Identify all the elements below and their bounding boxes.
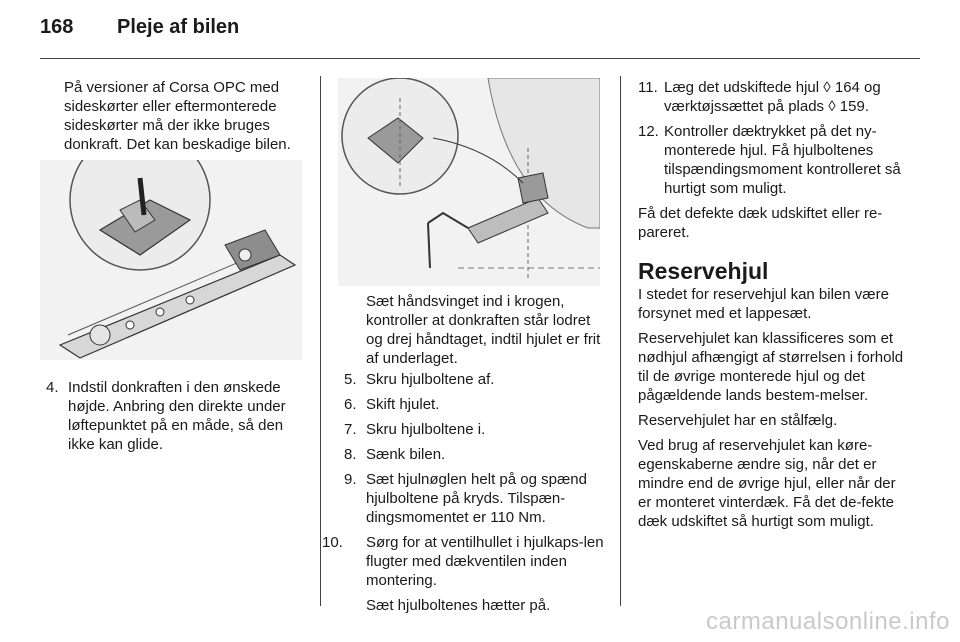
list-item	[344, 420, 606, 439]
list-item	[344, 445, 606, 464]
list-item	[638, 122, 906, 198]
step-number: 8.	[344, 446, 357, 463]
step-text: Sæt hjulnøglen helt på og spænd hjulboltene på kryds. Tilspæn-dingsmomentet er 110 Nm.	[366, 471, 587, 526]
page-number: 168	[40, 16, 74, 38]
step-number: 7.	[344, 421, 357, 438]
body-paragraph: I stedet for reservehjul kan bilen være forsynet med et lappesæt.	[638, 286, 889, 322]
list-item	[344, 470, 606, 527]
crank-instruction: Sæt håndsvinget ind i krogen, kontroller at donkraften står lodret og drej håndtaget, indtil hjulet er frit af underlaget.	[366, 293, 601, 367]
crank-drawing-icon	[338, 78, 600, 286]
step-text: Indstil donkraften i den ønskede højde. Anbring den direkte under løftepunktet på en måde, så den ikke kan glide.	[68, 379, 286, 453]
step-text: Skru hjulboltene i.	[366, 421, 486, 438]
watermark: carmanualsonline.info	[706, 608, 950, 635]
opc-warning-text: På versioner af Corsa OPC med sideskørter eller eftermonterede sideskørter må der ikke bruges donkraft. Det kan beskadige bilen.	[64, 79, 291, 153]
body-paragraph: Reservehjulet kan klassificeres som et nødhjul afhængigt af størrelsen i forhold til de øvrige monterede hjul og det pågældende lands bestem-melser.	[638, 330, 904, 404]
step-number: 4.	[46, 379, 59, 396]
step-number: 10.	[322, 534, 343, 551]
list-item	[344, 370, 606, 389]
step-number: 5.	[344, 371, 357, 388]
jack-drawing-icon	[40, 160, 302, 360]
page-header	[40, 16, 920, 50]
caps-instruction: Sæt hjulboltenes hætter på.	[366, 597, 551, 614]
body-paragraph: Ved brug af reservehjulet kan køre-egenskaberne ændre sig, når det er mindre end de øvrige hjul, eller når der er monteret vinterdæk. Få det de-fekte dæk udskiftet så hurtigt som muligt.	[638, 437, 896, 530]
list-item	[322, 533, 606, 590]
header-rule	[40, 58, 920, 59]
list-item	[344, 395, 606, 414]
steps-5-10	[322, 370, 606, 615]
step-number: 12.	[638, 123, 659, 140]
body-paragraph: Reservehjulet har en stålfælg.	[638, 412, 838, 429]
defect-tyre-text: Få det defekte dæk udskiftet eller re-pareret.	[638, 205, 883, 241]
column-divider-1	[320, 76, 321, 606]
step-number: 6.	[344, 396, 357, 413]
step-text: Skru hjulboltene af.	[366, 371, 495, 388]
list-item	[638, 78, 906, 116]
step-number: 9.	[344, 471, 357, 488]
list-item	[46, 378, 312, 454]
step-4	[46, 378, 312, 454]
page-title: Pleje af bilen	[117, 16, 240, 38]
section-heading: Reservehjul	[638, 258, 769, 284]
step-text: Kontroller dæktrykket på det ny-monterede hjul. Få hjulboltenes tilspændingsmoment kontrolleret så hurtigt som muligt.	[664, 123, 901, 197]
step-text: Sænk bilen.	[366, 446, 446, 463]
step-text: Sørg for at ventilhullet i hjulkaps-len flugter med dækventilen inden montering.	[366, 534, 604, 589]
intro-text-block	[64, 78, 310, 154]
step-text: Skift hjulet.	[366, 396, 440, 413]
column-divider-2	[620, 76, 621, 606]
jack-illustration	[40, 160, 302, 360]
crank-illustration	[338, 78, 600, 286]
column-3	[638, 78, 906, 531]
step-number: 11.	[638, 79, 658, 96]
step-text: Læg det udskiftede hjul ◊ 164 og værktøjssættet på plads ◊ 159.	[664, 79, 881, 115]
crank-text-block	[366, 292, 606, 368]
